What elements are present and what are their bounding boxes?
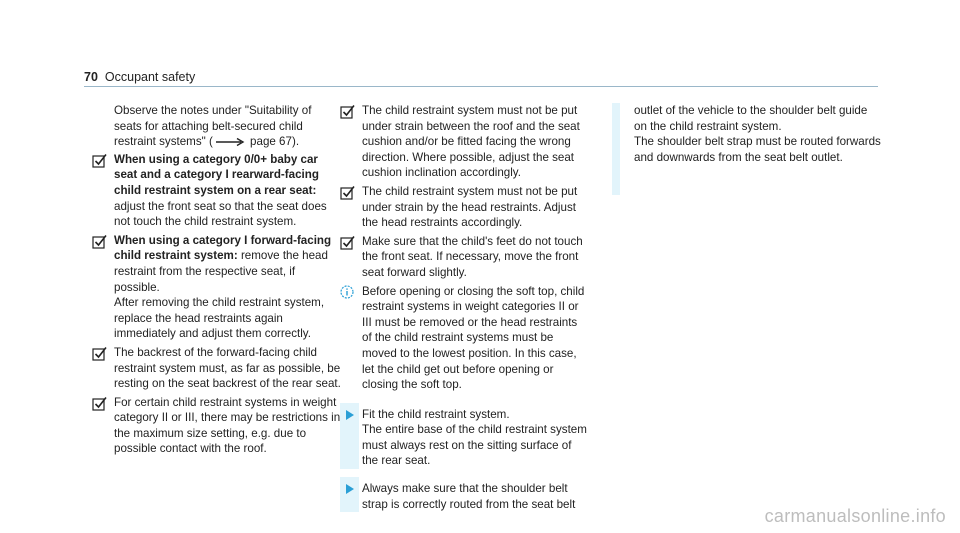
checklist-item: When using a category 0/0+ baby car seat and a category I rearward-facing child restraint system on a rear seat: adjust the front seat so that the seat does not touch the child restraint system. [92,152,342,230]
checklist-item: Make sure that the child's feet do not touch the front seat. If necessary, move the front seat forward slightly. [340,234,590,281]
checklist-item: When using a category I forward-facing child restraint system: remove the head restraint from the respective seat, if possible. After removing the child restraint system, replace the head restraints again immediately and adjust them correctly. [92,233,342,342]
checklist-item: The child restraint system must not be put under strain between the roof and the seat cushion and/or be fitted facing the wrong direction. Where possible, adjust the seat cushion inclination accordingly. [340,103,590,181]
page-reference-arrow-icon [215,137,245,147]
item-note: After removing the child restraint system, replace the head restraints again immediately and adjust them correctly. [114,296,325,341]
watermark: carmanualsonline.info [764,506,946,526]
checkbox-icon [92,153,107,168]
checkbox-icon [340,185,355,200]
intro-paragraph: Observe the notes under "Suitability of seats for attaching belt-secured child restraint systems" ( page 67). [114,104,312,149]
column-2 [340,103,590,512]
page-header [84,70,195,86]
checklist-item: The backrest of the forward-facing child restraint system must, as far as possible, be resting on the seat backrest of the rear seat. [92,345,342,392]
checkbox-icon [92,346,107,361]
page-number: 70 [84,70,98,84]
step-arrow-icon [346,484,354,494]
continued-step: outlet of the vehicle to the shoulder belt guide on the child restraint system. The shoulder belt strap must be routed forwards and downwards from the seat belt outlet. [634,104,881,164]
checkbox-icon [92,396,107,411]
step-band [340,477,359,512]
checkbox-icon [92,234,107,249]
instruction-step: Always make sure that the shoulder belt strap is correctly routed from the seat belt [340,481,590,512]
info-note: Before opening or closing the soft top, child restraint systems in weight categories II or III must be removed or the head restraints of the child restraint systems must be moved to the lowest position. In this case, let the child get out before opening or closing the soft top. [340,284,590,393]
section-title: Occupant safety [104,70,196,84]
checklist-item: The child restraint system must not be put under strain by the head restraints. Adjust the head restraints accordingly. [340,184,590,231]
checklist-item: For certain child restraint systems in weight category II or III, there may be restrictions in the maximum size setting, e.g. due to possible contact with the roof. [92,395,342,457]
instruction-step: Fit the child restraint system. The entire base of the child restraint system must always rest on the sitting surface of the rear seat. [340,407,590,469]
column-3 [612,103,882,165]
step-arrow-icon [346,410,354,420]
checkbox-icon [340,104,355,119]
info-icon [340,285,354,299]
header-rule [84,86,878,87]
checkbox-icon [340,235,355,250]
step-band [612,103,620,195]
column-1 [92,103,342,460]
